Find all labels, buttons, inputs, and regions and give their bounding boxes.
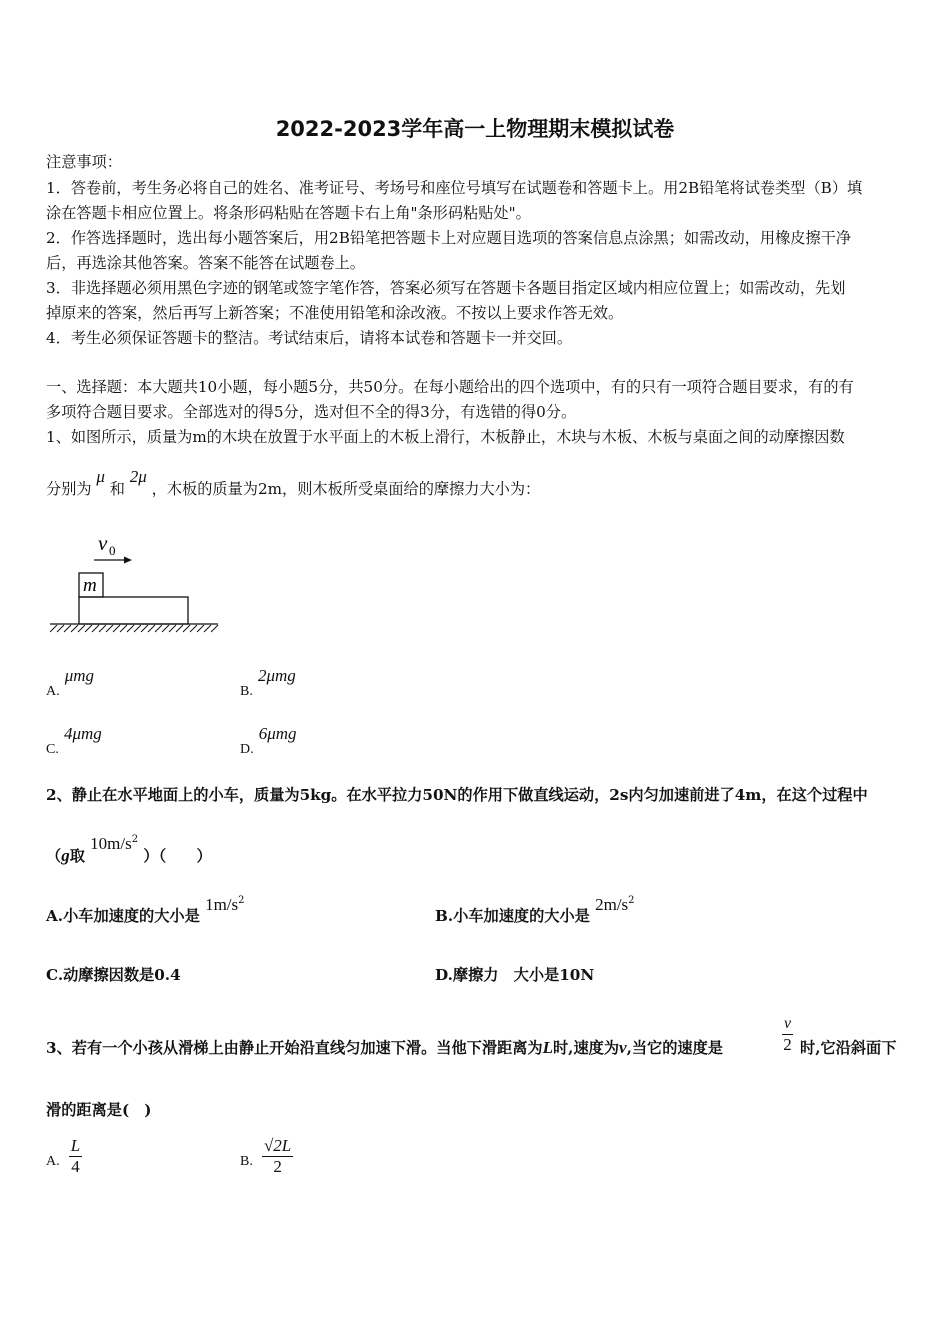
question-2-option-c[interactable]: C.动摩擦因数是0.4 (46, 966, 181, 984)
question-2-stem: 2、静止在水平地面上的小车，质量为5kg。在水平拉力50N的作用下做直线运动，2s内匀加速前进了4m，在这个过程中 (46, 786, 868, 804)
question-1-option-d[interactable]: D. 6μmg (240, 724, 297, 757)
question-1-option-c[interactable]: C. 4μmg (46, 724, 102, 757)
notice-heading: 注意事项： (46, 153, 122, 171)
question-1-option-a[interactable]: A. μmg (46, 666, 95, 699)
question-3-stem-2: 滑的距离是( ) (46, 1101, 152, 1119)
board (79, 597, 188, 624)
notice-line: 后，再选涂其他答案。答案不能答在试题卷上。 (46, 254, 365, 272)
velocity-arrowhead (124, 557, 132, 564)
notice-line: 2．作答选择题时，选出每小题答案后，用2B铅笔把答题卡上对应题目选项的答案信息点涂黑；如需改动，用橡皮擦干净 (46, 229, 852, 247)
notice-line: 1．答卷前，考生务必将自己的姓名、准考证号、考场号和座位号填写在试题卷和答题卡上。用2B铅笔将试卷类型（B）填 (46, 179, 863, 197)
mu-symbol: μ (96, 467, 105, 486)
section-heading: 多项符合题目要求。全部选对的得5分，选对但不全的得3分，有选错的得0分。 (46, 403, 577, 421)
notice-line: 4．考生必须保证答题卡的整洁。考试结束后，请将本试卷和答题卡一并交回。 (46, 329, 573, 347)
question-2-option-d[interactable]: D.摩擦力 大小是10N (435, 966, 595, 984)
ground-hatching (50, 625, 218, 632)
question-3-option-a[interactable]: A. $\frac{L}{4}$ (46, 1136, 81, 1176)
notice-line: 3．非选择题必须用黑色字迹的钢笔或签字笔作答，答案必须写在答题卡各题目指定区域内相应位置上；如需改动，先划 (46, 279, 846, 297)
question-2-option-a[interactable]: A.小车加速度的大小是 $1m/s^2$ (46, 895, 245, 925)
velocity-subscript: 0 (109, 543, 116, 558)
page-title: 2022-2023学年高一上物理期末模拟试卷 (275, 117, 675, 141)
v-over-2-fraction: $\frac{v}{2}$ (783, 1015, 792, 1054)
question-2-stem-2: （g取 $10m/s^2$ ）（ ） (46, 834, 212, 865)
velocity-label: v (98, 531, 108, 555)
question-1-option-b[interactable]: B. 2μmg (240, 666, 296, 699)
two-mu-symbol: 2μ (129, 467, 147, 486)
block-label: m (83, 575, 97, 596)
notice-line: 掉原来的答案，然后再写上新答案；不准使用铅笔和涂改液。不按以上要求作答无效。 (46, 304, 624, 322)
question-2-option-b[interactable]: B.小车加速度的大小是 $2m/s^2$ (435, 895, 635, 925)
question-3-option-b[interactable]: B. $\frac{√2L}{2}$ (240, 1136, 292, 1176)
question-1-stem-2: 分别为 μ 和 2μ ，木板的质量为2m，则木板所受桌面给的摩擦力大小为： (46, 467, 541, 498)
notice-line: 涂在答题卡相应位置上。将条形码粘贴在答题卡右上角"条形码粘贴处"。 (46, 204, 531, 222)
section-heading: 一、选择题：本大题共10小题，每小题5分，共50分。在每小题给出的四个选项中，有的只有一项符合题目要求，有的有 (46, 378, 854, 396)
question-1-stem: 1、如图所示，质量为m的木块在放置于水平面上的木板上滑行，木板静止，木块与木板、木板与桌面之间的动摩擦因数 (46, 428, 845, 446)
question-3-stem: 3、若有一个小孩从滑梯上由静止开始沿直线匀加速下滑。当他下滑距离为L时,速度为v,当它的速度是 $\frac{v}{2}$ 时,它沿斜面下 (46, 1015, 897, 1057)
block-on-board-figure (46, 528, 226, 636)
